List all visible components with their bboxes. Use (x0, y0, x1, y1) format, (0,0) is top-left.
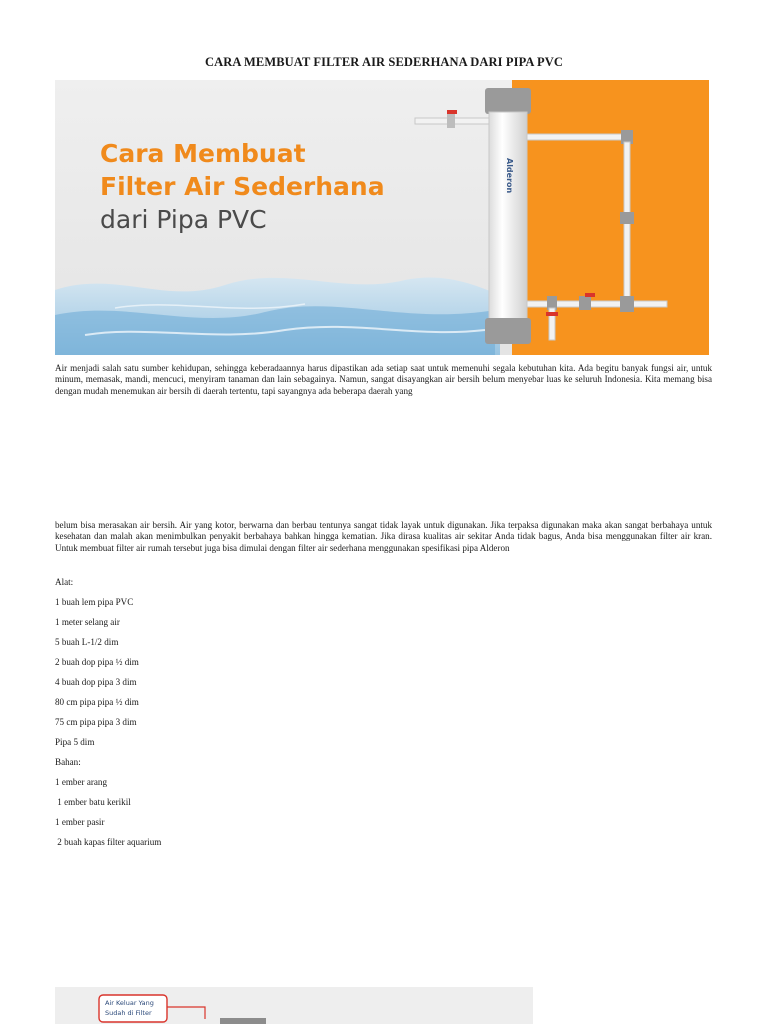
list-item: 80 cm pipa pipa ½ dim (55, 697, 139, 707)
paragraph-intro: Air menjadi salah satu sumber kehidupan, sehingga keberadaannya harus dipastikan ada setiap saat untuk memenuhi segala kebutuhan kita. Ada begitu banyak fungsi air, untuk minum, memasak, mandi, mencuci, menyiram tanaman dan lain sebagainya. Namun, sangat disayangkan air bersih belum menyebar luas ke seluruh Indonesia. Kita memang bisa dengan mudah menemukan air bersih di daerah tertentu, tapi sayangnya ada beberapa daerah yang (55, 363, 712, 396)
list-item: 4 buah dop pipa 3 dim (55, 677, 137, 687)
list-item: 1 buah lem pipa PVC (55, 597, 134, 607)
list-heading-alat: Alat: (55, 577, 74, 587)
outlet-valve (585, 293, 595, 297)
diagram-image (55, 987, 533, 1024)
filter-pipe-body (489, 112, 527, 322)
list-item: 2 buah kapas filter aquarium (55, 837, 162, 847)
list-item: Pipa 5 dim (55, 737, 95, 747)
list-item: 1 ember batu kerikil (55, 797, 131, 807)
filter-pipe-top-cap (485, 88, 531, 114)
banner-headline-line2: Filter Air Sederhana (100, 172, 385, 201)
paragraph-continued: belum bisa merasakan air bersih. Air yang kotor, berwarna dan berbau tentunya sangat tidak layak untuk digunakan. Jika terpaksa digunakan maka akan sangat berbahaya untuk kesehatan dan malah akan menimbulkan penyakit berbahaya bahkan hingga kematian. Jika dirasa kualitas air sekitar Anda tidak bagus, Anda bisa menggunakan filter air kran. Untuk membuat filter air rumah tersebut juga bisa dimulai dengan filter air sederhana menggunakan spesifikasi pipa Alderon (55, 520, 712, 553)
banner-image (55, 80, 709, 355)
filter-pipe-bottom-cap (485, 318, 531, 344)
list-item: 2 buah dop pipa ½ dim (55, 657, 139, 667)
banner-headline-line3: dari Pipa PVC (100, 205, 267, 234)
banner-orange-panel (512, 80, 709, 355)
diagram-pipe-cap (220, 1018, 266, 1024)
list-item: 1 ember pasir (55, 817, 105, 827)
pipe-brand-label: Alderon (505, 158, 514, 194)
banner-headline-line1: Cara Membuat (100, 139, 306, 168)
list-item: 75 cm pipa pipa 3 dim (55, 717, 137, 727)
list-item: 1 meter selang air (55, 617, 120, 627)
drain-valve (546, 312, 558, 316)
list-item: 1 ember arang (55, 777, 108, 787)
page-title: CARA MEMBUAT FILTER AIR SEDERHANA DARI PIPA PVC (204, 55, 564, 69)
callout-line1: Air Keluar Yang (105, 999, 154, 1007)
inlet-valve (447, 110, 457, 114)
list-heading-bahan: Bahan: (55, 757, 81, 767)
list-item: 5 buah L-1/2 dim (55, 637, 119, 647)
callout-line2: Sudah di Filter (105, 1009, 152, 1017)
